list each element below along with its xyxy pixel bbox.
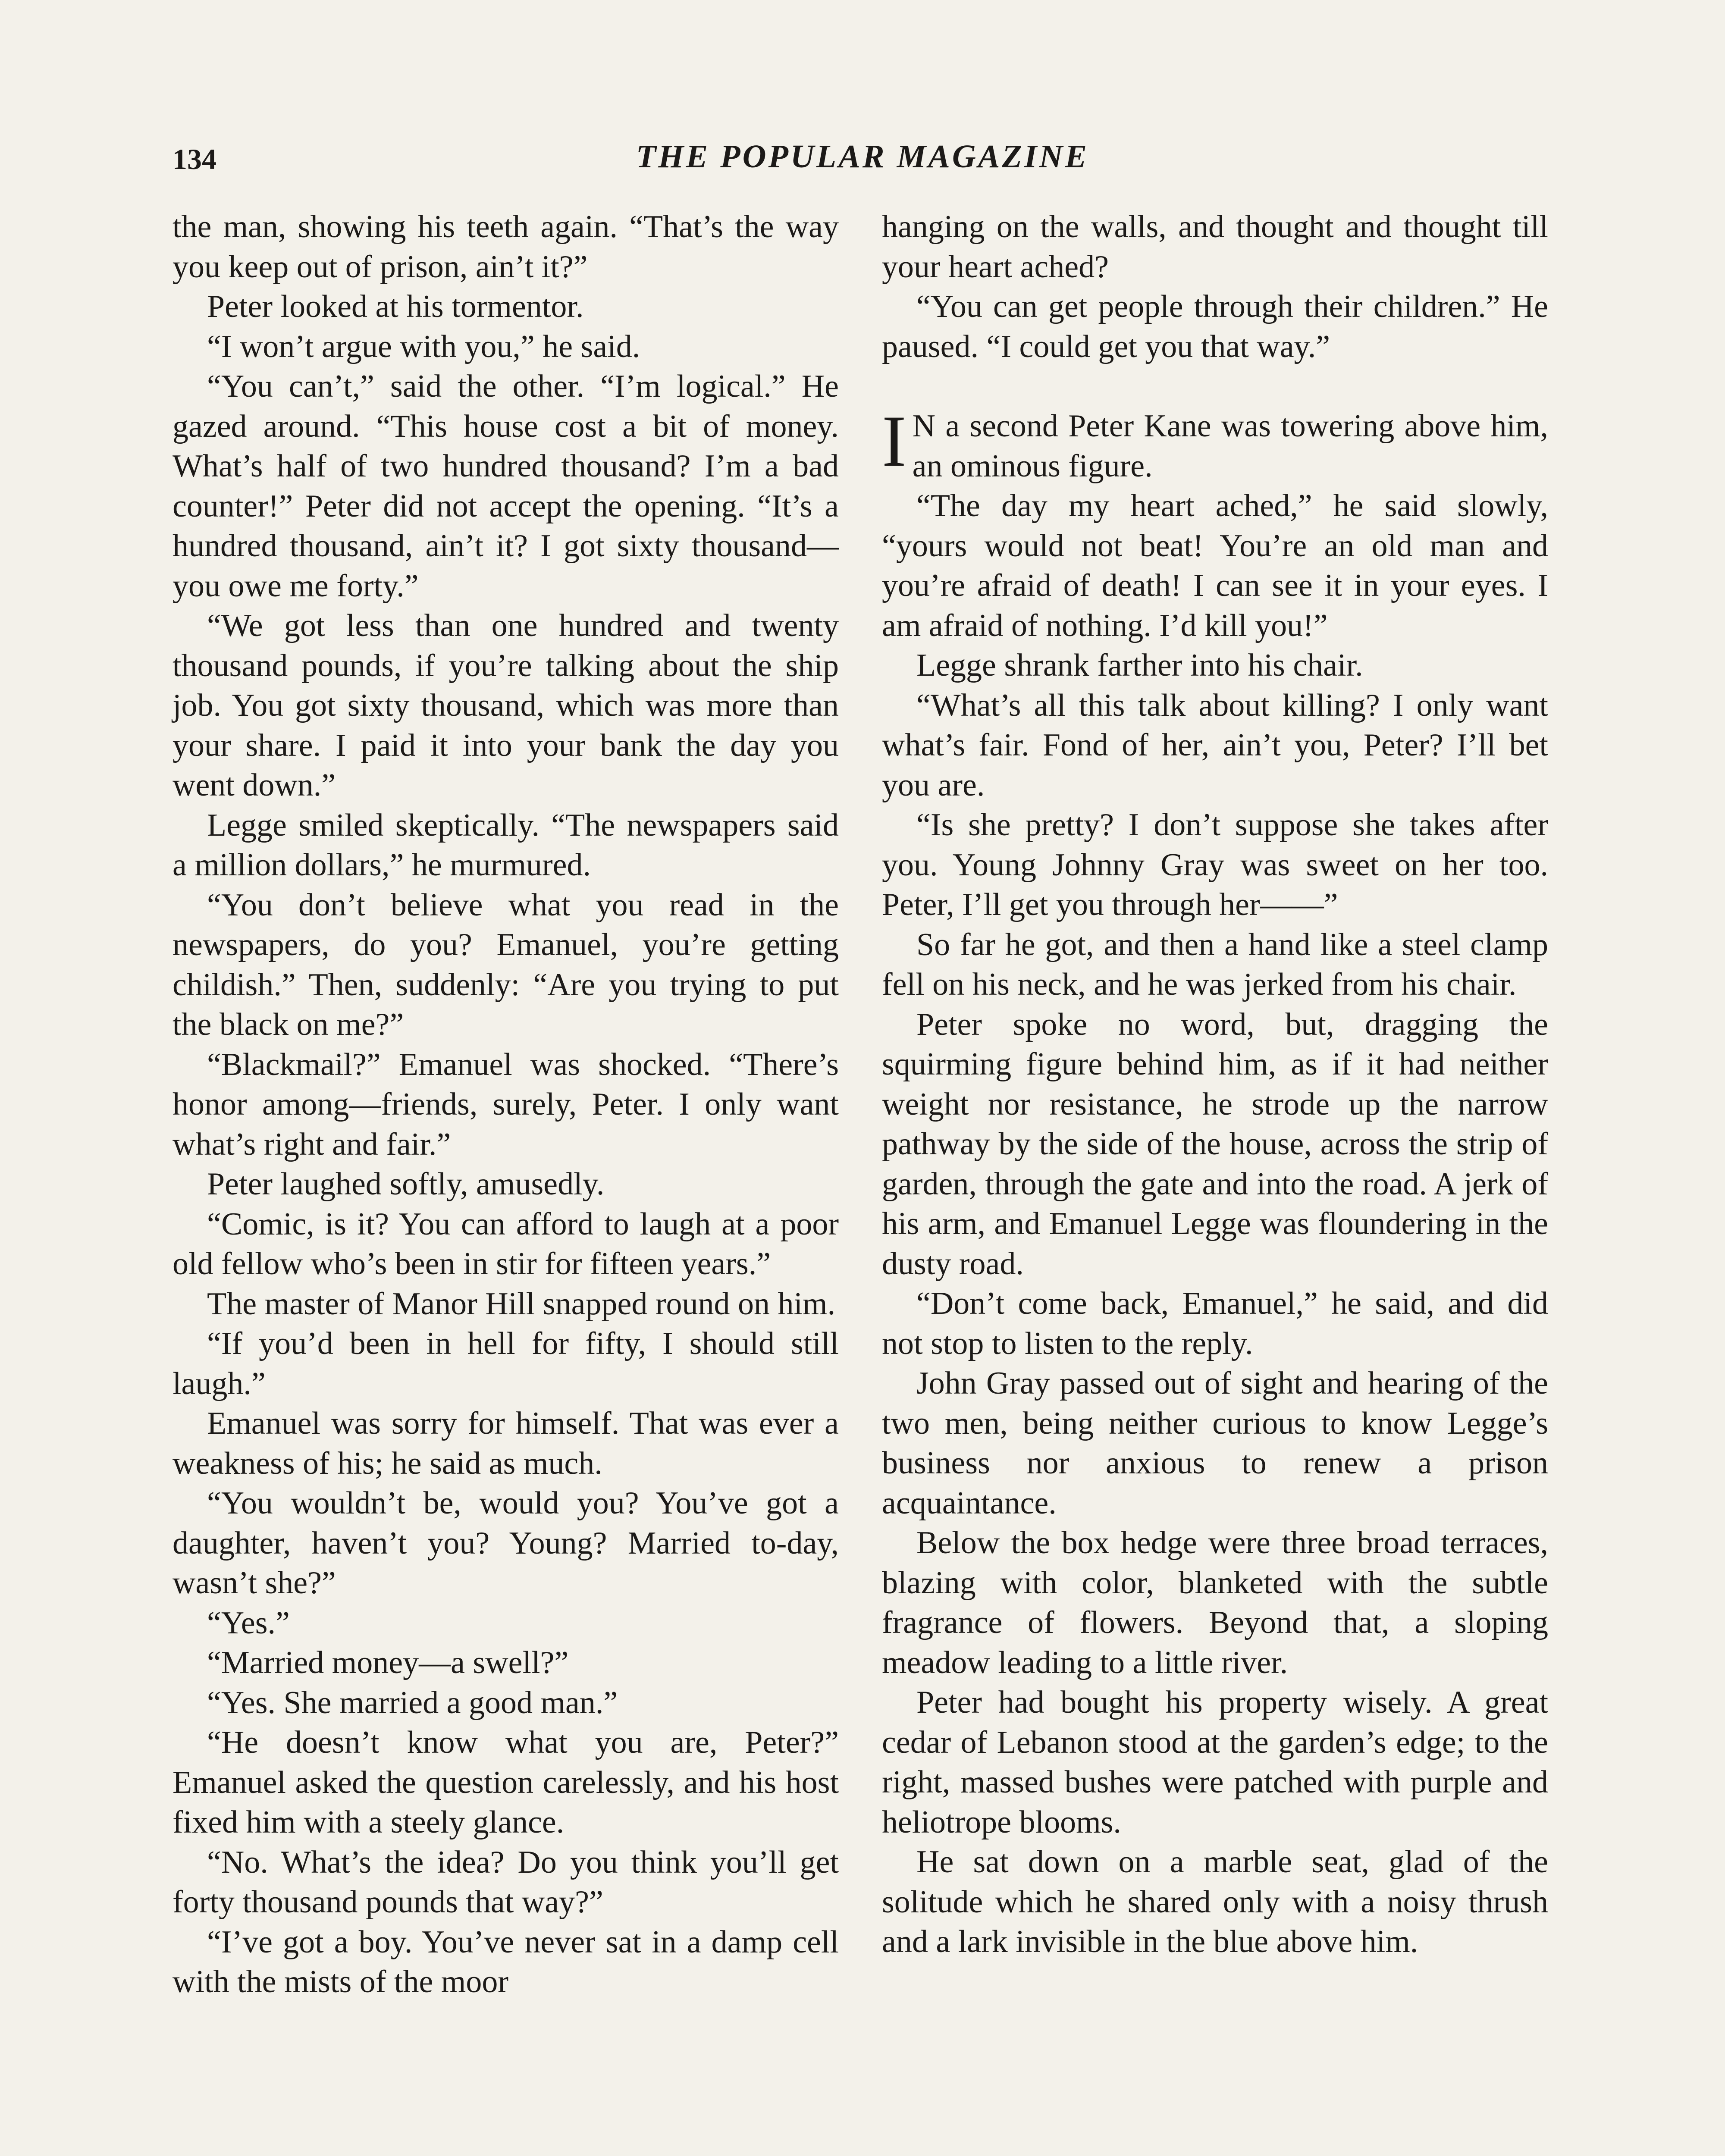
paragraph: “You can’t,” said the other. “I’m logical.” He gazed around. “This house cost a bit of money. What’s half of two hundred thousand? I’m a bad counter!” Peter did not accept the opening. “It’s a hundred thousand, ain’t it? I got sixty thousand—you owe me forty.” [172,369,839,604]
paragraph: “Don’t come back, Emanuel,” he said, and did not stop to listen to the reply. [882,1286,1548,1361]
paragraph: “You wouldn’t be, would you? You’ve got a daughter, haven’t you? Young? Married to-day, wasn’t she?” [172,1485,839,1601]
paragraph: “The day my heart ached,” he said slowly, “yours would not beat! You’re an old man and you’re afraid of death! I can see it in your eyes. I am afraid of nothing. I’d kill you!” [882,488,1548,643]
paragraph: “What’s all this talk about killing? I only want what’s fair. Fond of her, ain’t you, Peter? I’ll bet you are. [882,687,1548,803]
paragraph: Peter looked at his tormentor. [207,289,584,324]
paragraph: John Gray passed out of sight and hearing of the two men, being neither curious to know Legge’s business nor anxious to renew a prison acquaintance. [882,1366,1548,1521]
page-number: 134 [172,143,216,175]
paragraph: “He doesn’t know what you are, Peter?” Emanuel asked the question carelessly, and his host fixed him with a steely glance. [172,1725,839,1840]
paragraph: The master of Manor Hill snapped round on him. [207,1286,836,1322]
paragraph: Peter had bought his property wisely. A great cedar of Lebanon stood at the garden’s edge; to the right, massed bushes were patched with purple and heliotrope blooms. [882,1685,1548,1840]
section-opening-paragraph [882,401,1548,486]
paragraph: So far he got, and then a hand like a steel clamp fell on his neck, and he was jerked from his chair. [882,927,1548,1002]
paragraph: He sat down on a marble seat, glad of the solitude which he shared only with a noisy thrush and a lark invisible in the blue above him. [882,1844,1548,1959]
paragraph: “I’ve got a boy. You’ve never sat in a damp cell with the mists of the moor [172,1924,839,1999]
paragraph: “No. What’s the idea? Do you think you’ll get forty thousand pounds that way?” [172,1844,839,1920]
paragraph: Emanuel was sorry for himself. That was ever a weakness of his; he said as much. [172,1406,839,1481]
paragraph: “You can get people through their children.” He paused. “I could get you that way.” [882,289,1548,364]
paragraph: Peter spoke no word, but, dragging the squirming figure behind him, as if it had neither weight nor resistance, he strode up the narrow pathway by the side of the house, across the strip of garden, through the gate and into the road. A jerk of his arm, and Emanuel Legge was floundering in the dusty road. [882,1006,1548,1282]
paragraph: “I won’t argue with you,” he said. [207,329,640,364]
paragraph: the man, showing his teeth again. “That’s the way you keep out of prison, ain’t it?” [172,209,839,285]
paragraph: “You don’t believe what you read in the newspapers, do you? Emanuel, you’re getting childish.” Then, suddenly: “Are you trying to put the black on me?” [172,887,839,1042]
paragraph: hanging on the walls, and thought and thought till your heart ached? [882,209,1548,285]
drop-cap: I [882,401,906,482]
paragraph: “Yes. She married a good man.” [207,1685,618,1720]
left-column [172,207,839,2002]
right-column [882,207,1548,1962]
paragraph: “We got less than one hundred and twenty thousand pounds, if you’re talking about the ship job. You got sixty thousand, which was more than your share. I paid it into your bank the day you went down.” [172,608,839,803]
paragraph: Below the box hedge were three broad terraces, blazing with color, blanketed with the subtle fragrance of flowers. Beyond that, a sloping meadow leading to a little river. [882,1525,1548,1680]
paragraph: “Yes.” [207,1605,290,1641]
page-header [0,138,1725,185]
section-opening-text: N a second Peter Kane was towering above him, an ominous figure. [912,408,1548,484]
paragraph: Legge shrank farther into his chair. [916,648,1363,683]
paragraph: Legge smiled skeptically. “The newspapers said a million dollars,” he murmured. [172,807,839,883]
paragraph: “Blackmail?” Emanuel was shocked. “There’s honor among—friends, surely, Peter. I only want what’s right and fair.” [172,1047,839,1162]
paragraph: “If you’d been in hell for fifty, I should still laugh.” [172,1326,839,1401]
paragraph: “Married money—a swell?” [207,1645,569,1680]
running-head: THE POPULAR MAGAZINE [636,138,1089,175]
paragraph: Peter laughed softly, amusedly. [207,1166,605,1202]
paragraph: “Is she pretty? I don’t suppose she takes after you. Young Johnny Gray was sweet on her too. Peter, I’ll get you through her——” [882,807,1548,922]
paragraph: “Comic, is it? You can afford to laugh at a poor old fellow who’s been in stir for fifteen years.” [172,1206,839,1282]
